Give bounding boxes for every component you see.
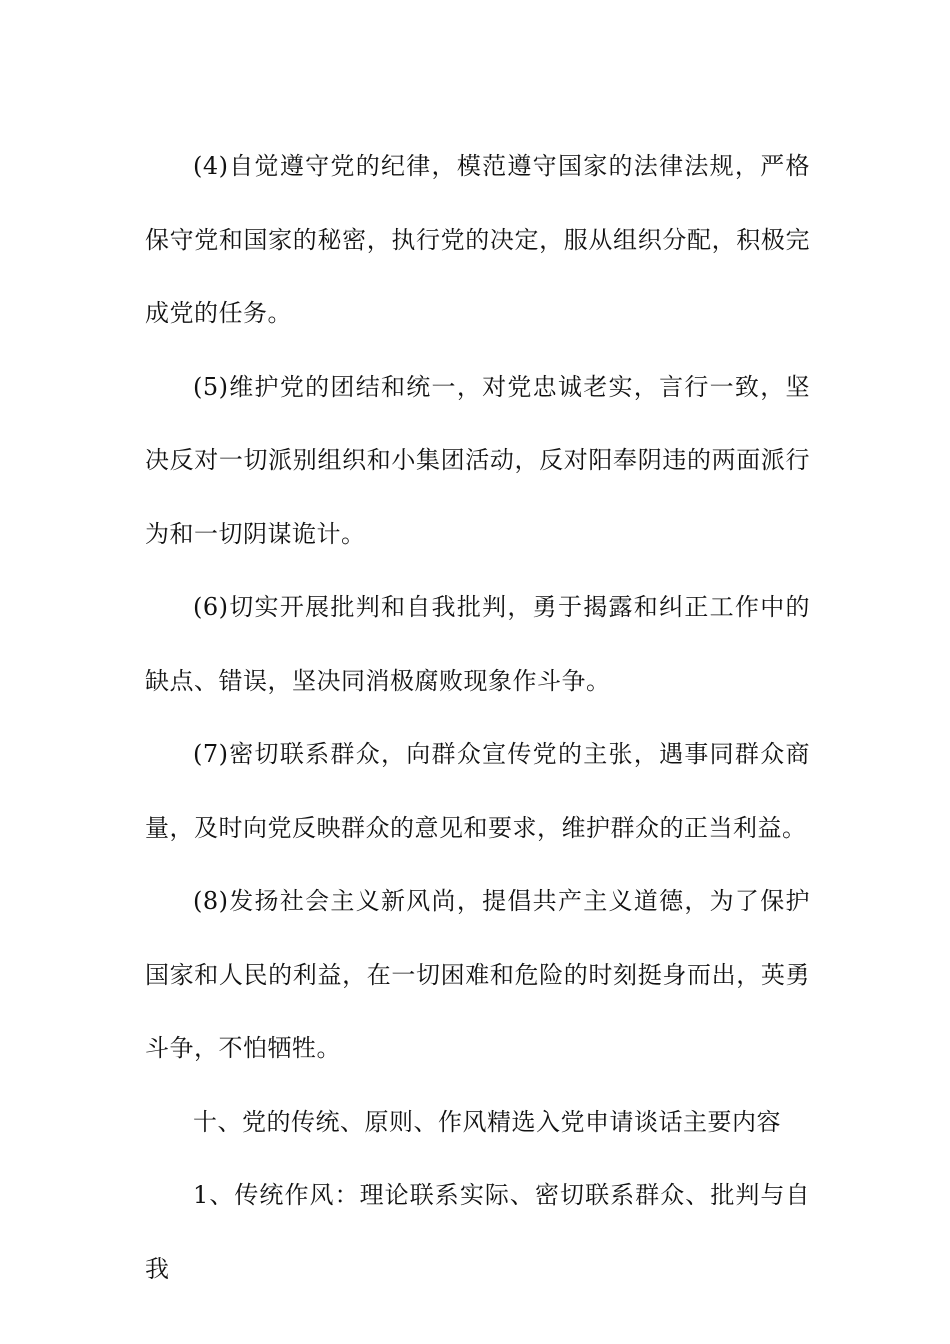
paragraph-duty-6: (6)切实开展批判和自我批判，勇于揭露和纠正工作中的缺点、错误，坚决同消极腐败现象作斗争。 (145, 593, 810, 695)
paragraph-duty-5: (5)维护党的团结和统一，对党忠诚老实，言行一致，坚决反对一切派别组织和小集团活动，反对阳奉阴违的两面派行为和一切阴谋诡计。 (145, 372, 810, 548)
paragraph-tradition-1: 1、传统作风：理论联系实际、密切联系群众、批判与自我 (145, 1181, 810, 1283)
document-body (145, 130, 810, 1306)
paragraph-duty-7: (7)密切联系群众，向群众宣传党的主张，遇事同群众商量，及时向党反映群众的意见和要求，维护群众的正当利益。 (145, 740, 810, 842)
paragraph-duty-4: (4)自觉遵守党的纪律，模范遵守国家的法律法规，严格保守党和国家的秘密，执行党的决定，服从组织分配，积极完成党的任务。 (145, 152, 810, 327)
paragraph-duty-8: (8)发扬社会主义新风尚，提倡共产主义道德，为了保护国家和人民的利益，在一切困难和危险的时刻挺身而出，英勇斗争，不怕牺牲。 (145, 887, 810, 1062)
section-heading-traditions: 十、党的传统、原则、作风精选入党申请谈话主要内容 (193, 1107, 781, 1136)
